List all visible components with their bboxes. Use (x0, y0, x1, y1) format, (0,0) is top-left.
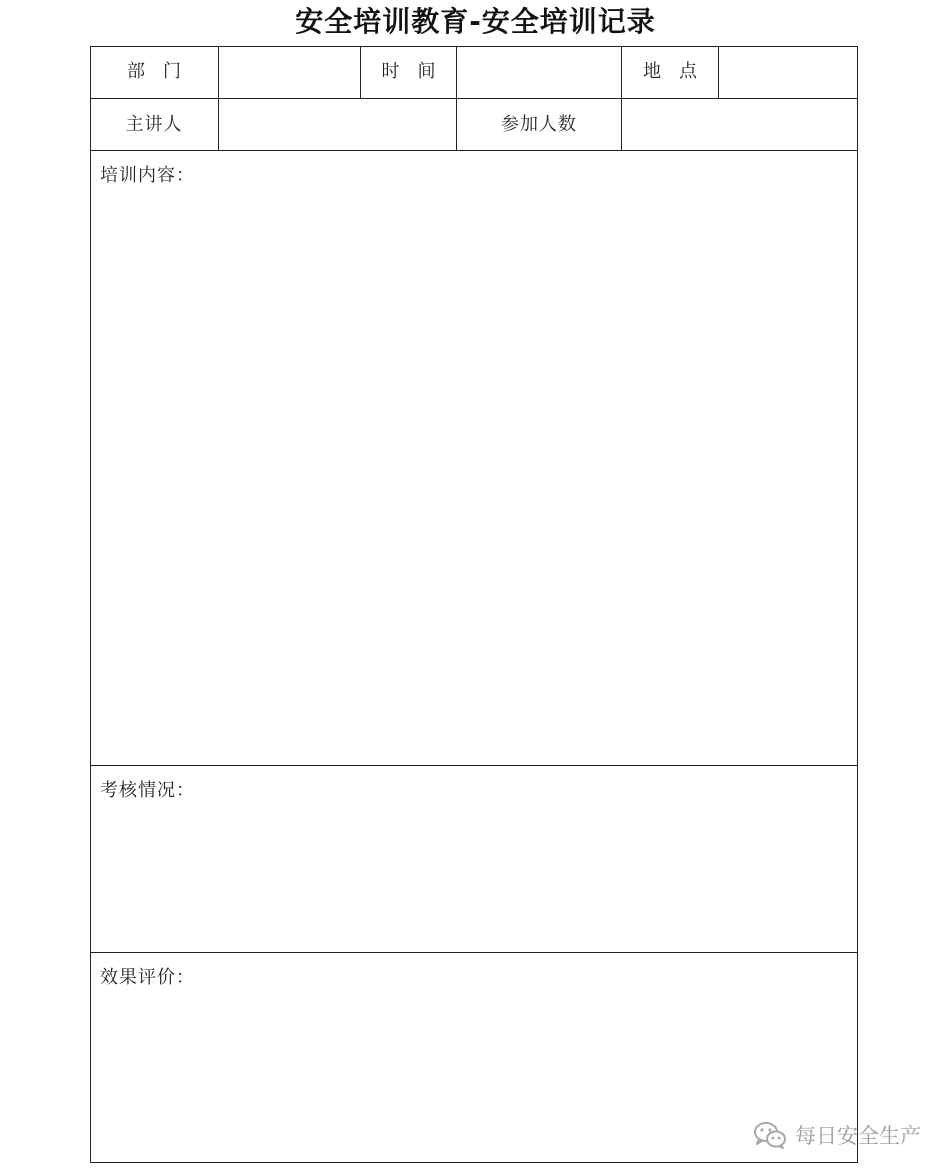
attendees-field[interactable] (622, 99, 857, 151)
watermark (753, 1120, 921, 1150)
wechat-icon (753, 1121, 787, 1149)
department-field[interactable] (219, 46, 360, 98)
form-border-right (857, 46, 858, 1163)
location-label: 地点 (643, 61, 715, 82)
page-title: 安全培训教育-安全培训记录 (295, 5, 656, 38)
form-border-bottom (90, 1162, 858, 1163)
watermark-text: 每日安全生产 (795, 1124, 921, 1148)
evaluation-label: 效果评价： (100, 967, 195, 988)
form-border-left (90, 46, 91, 1163)
assessment-label: 考核情况： (100, 780, 195, 801)
department-label: 部门 (127, 61, 199, 82)
training-record-form (90, 46, 858, 1163)
location-field[interactable] (719, 46, 857, 98)
section-divider (90, 765, 858, 766)
time-field[interactable] (457, 46, 621, 98)
attendees-label: 参加人数 (501, 114, 577, 135)
time-label: 时间 (381, 61, 454, 82)
speaker-label: 主讲人 (125, 114, 183, 135)
speaker-field[interactable] (219, 99, 456, 151)
section-divider (90, 952, 858, 953)
training-content-label: 培训内容： (100, 165, 195, 186)
